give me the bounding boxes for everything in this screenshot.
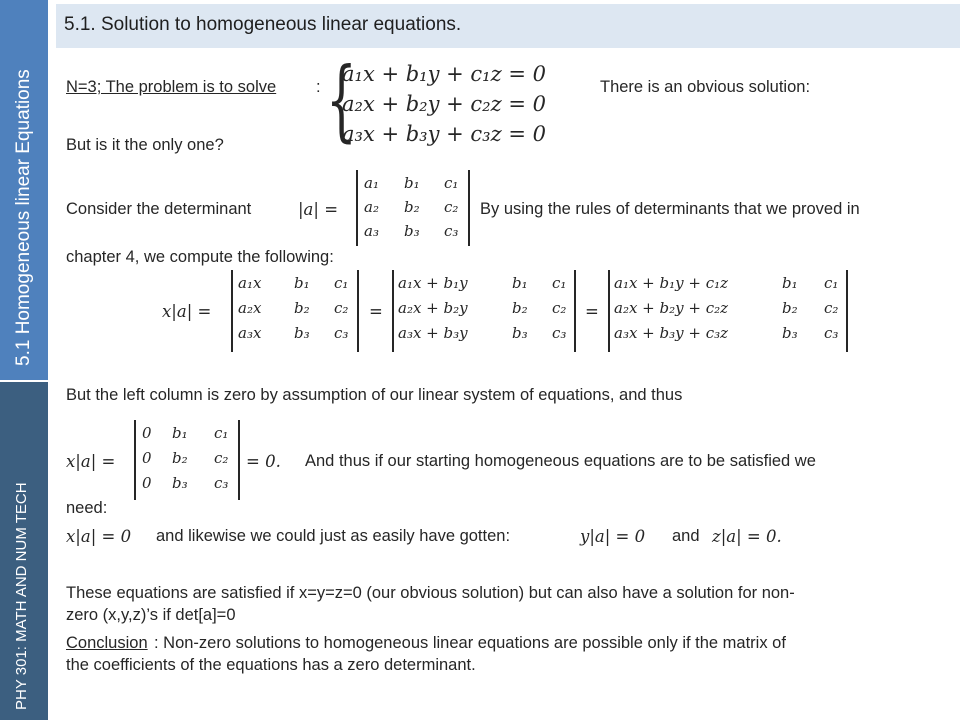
m2-right-bar <box>574 270 576 352</box>
m3-right-bar <box>846 270 848 352</box>
need-text: need: <box>66 499 108 517</box>
det-a-right-bar <box>468 170 470 246</box>
m2-cell-r3c1: a₃x + b₃y <box>398 324 468 342</box>
det-a-left-bar <box>356 170 358 246</box>
eq-sign-1: = <box>369 302 383 321</box>
xdet-label: x|a| = <box>162 302 212 321</box>
m2-left-bar <box>392 270 394 352</box>
det-a-cell-r3c1: a₃ <box>364 222 379 240</box>
left-column-text: But the left column is zero by assumption of our linear system of equations, and thus <box>66 386 683 404</box>
m4-left-bar <box>134 420 136 500</box>
conclusion-label: Conclusion <box>66 634 148 652</box>
det-a-cell-r1c2: b₁ <box>404 174 420 192</box>
det-a-cell-r1c3: c₁ <box>444 174 459 192</box>
z-eq-zero: z|a| = 0. <box>712 527 782 546</box>
m3-cell-r1c3: c₁ <box>824 274 839 292</box>
x-eq-zero: x|a| = 0 <box>66 527 132 546</box>
det-a-label: |a| = <box>298 200 339 219</box>
m3-cell-r2c2: b₂ <box>782 299 798 317</box>
sidebar <box>0 0 48 720</box>
only-one-question: But is it the only one? <box>66 136 224 154</box>
m1-cell-r2c1: a₂x <box>238 299 262 317</box>
m1-cell-r2c2: b₂ <box>294 299 310 317</box>
m4-right-bar <box>238 420 240 500</box>
obvious-solution-text: There is an obvious solution: <box>600 78 811 96</box>
satisfied-text: And thus if our starting homogeneous equations are to be satisfied we <box>305 452 816 470</box>
m2-cell-r2c1: a₂x + b₂y <box>398 299 468 317</box>
m4-cell-r2c3: c₂ <box>214 449 229 467</box>
det-a-cell-r2c3: c₂ <box>444 198 459 216</box>
these-equations-line1: These equations are satisfied if x=y=z=0 (our obvious solution) but can also have a solution for non- <box>66 584 795 602</box>
system-eq-2: a₂x + b₂y + c₂z = 0 <box>342 92 546 116</box>
m3-cell-r2c3: c₂ <box>824 299 839 317</box>
m2-cell-r1c2: b₁ <box>512 274 528 292</box>
intro-label: N=3; The problem is to solve <box>66 78 277 96</box>
m1-cell-r3c3: c₃ <box>334 324 349 342</box>
m2-cell-r1c1: a₁x + b₁y <box>398 274 468 292</box>
det-a-cell-r3c3: c₃ <box>444 222 459 240</box>
conclusion-line1: : Non-zero solutions to homogeneous linear equations are possible only if the matrix of <box>154 634 786 652</box>
rules-text: By using the rules of determinants that we proved in <box>480 200 860 218</box>
course-label: PHY 301: MATH AND NUM TECH <box>13 482 30 710</box>
sidebar-divider <box>0 380 48 382</box>
chapter-text: chapter 4, we compute the following: <box>66 248 334 266</box>
these-equations-line2: zero (x,y,z)’s if det[a]=0 <box>66 606 236 624</box>
zero-result: = 0. <box>246 452 281 471</box>
det-a-cell-r2c2: b₂ <box>404 198 420 216</box>
det-a-cell-r3c2: b₃ <box>404 222 420 240</box>
m1-cell-r3c1: a₃x <box>238 324 262 342</box>
system-eq-3: a₃x + b₃y + c₃z = 0 <box>342 122 546 146</box>
m2-cell-r3c2: b₃ <box>512 324 528 342</box>
m4-cell-r1c3: c₁ <box>214 424 229 442</box>
m4-cell-r3c2: b₃ <box>172 474 188 492</box>
intro-colon: : <box>316 78 321 96</box>
xdet-label-2: x|a| = <box>66 452 116 471</box>
consider-label: Consider the determinant <box>66 200 252 218</box>
m1-right-bar <box>357 270 359 352</box>
y-eq-zero: y|a| = 0 <box>580 527 646 546</box>
m4-cell-r2c1: 0 <box>142 449 152 467</box>
m1-cell-r1c2: b₁ <box>294 274 310 292</box>
m3-cell-r2c1: a₂x + b₂y + c₂z <box>614 299 729 317</box>
m1-cell-r3c2: b₃ <box>294 324 310 342</box>
m2-cell-r1c3: c₁ <box>552 274 567 292</box>
m1-cell-r1c1: a₁x <box>238 274 262 292</box>
m4-cell-r1c2: b₁ <box>172 424 188 442</box>
m3-cell-r1c1: a₁x + b₁y + c₁z <box>614 274 729 292</box>
det-a-cell-r1c1: a₁ <box>364 174 379 192</box>
m2-cell-r3c3: c₃ <box>552 324 567 342</box>
m4-cell-r3c3: c₃ <box>214 474 229 492</box>
system-brace: { <box>326 48 357 151</box>
m1-left-bar <box>231 270 233 352</box>
m2-cell-r2c2: b₂ <box>512 299 528 317</box>
m1-cell-r1c3: c₁ <box>334 274 349 292</box>
m3-left-bar <box>608 270 610 352</box>
m3-cell-r3c3: c₃ <box>824 324 839 342</box>
likewise-text: and likewise we could just as easily have gotten: <box>156 527 511 545</box>
m1-cell-r2c3: c₂ <box>334 299 349 317</box>
m4-cell-r3c1: 0 <box>142 474 152 492</box>
page-title: 5.1. Solution to homogeneous linear equations. <box>64 14 462 35</box>
section-label: 5.1 Homogeneous linear Equations <box>13 69 34 366</box>
m3-cell-r3c1: a₃x + b₃y + c₃z <box>614 324 729 342</box>
m4-cell-r1c1: 0 <box>142 424 152 442</box>
m4-cell-r2c2: b₂ <box>172 449 188 467</box>
m3-cell-r1c2: b₁ <box>782 274 798 292</box>
system-eq-1: a₁x + b₁y + c₁z = 0 <box>342 62 546 86</box>
m2-cell-r2c3: c₂ <box>552 299 567 317</box>
eq-sign-2: = <box>585 302 599 321</box>
and-text: and <box>672 527 700 545</box>
conclusion-line2: the coefficients of the equations has a zero determinant. <box>66 656 476 674</box>
m3-cell-r3c2: b₃ <box>782 324 798 342</box>
det-a-cell-r2c1: a₂ <box>364 198 379 216</box>
